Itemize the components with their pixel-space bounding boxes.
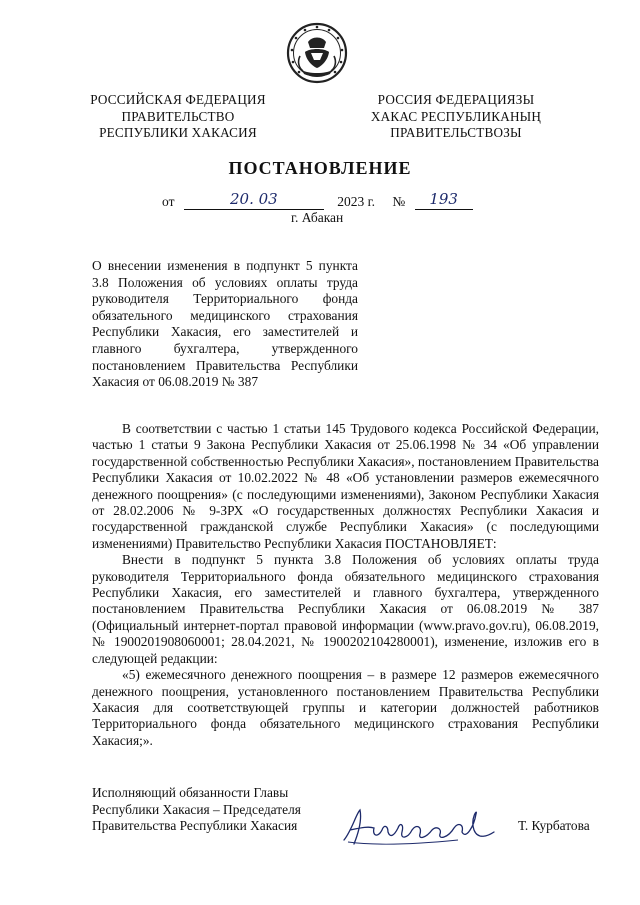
header-right-line-1: РОССИЯ ФЕДЕРАЦИЯЗЫ <box>377 92 535 107</box>
header-left-line-1: РОССИЙСКАЯ ФЕДЕРАЦИЯ <box>90 92 266 107</box>
date-field <box>184 190 324 210</box>
header-left-line-2: ПРАВИТЕЛЬСТВО <box>121 108 235 124</box>
date-year: 2023 г. <box>337 194 375 209</box>
header-right <box>366 92 546 142</box>
signatory-position-line-3: Правительства Республики Хакасия <box>92 818 298 834</box>
header-left <box>82 92 274 142</box>
signatory-name: Т. Курбатова <box>518 818 590 833</box>
number-value: 193 <box>429 190 458 208</box>
coat-of-arms-emblem-icon <box>286 22 348 84</box>
header-right-line-2: ХАКАС РЕСПУБЛИКАНЫҢ <box>370 108 542 124</box>
handwritten-signature-icon <box>338 800 498 850</box>
header-right-line-3: ПРАВИТЕЛЬСТВОЗЫ <box>390 125 522 141</box>
signatory-position <box>92 785 301 835</box>
document-body <box>92 421 599 749</box>
header-left-line-3: РЕСПУБЛИКИ ХАКАСИЯ <box>99 125 257 141</box>
document-subject: О внесении изменения в подпункт 5 пункта 3.8 Положения об условиях оплаты труда руководителя Территориального фонда обязательного медицинского страхования Республики Хакасия, его заместителей и главного бухгалтера, утвержденного постановлением Правительства Республики Хакасия от 06.08.2019 № 387 <box>92 258 358 390</box>
number-sign: № <box>392 194 406 209</box>
number-field <box>415 190 473 210</box>
body-paragraph-2: Внести в подпункт 5 пункта 3.8 Положения об условиях оплаты труда руководителя Территориального фонда обязательного медицинского страхования Республики Хакасия, его заместителей и главного бухгалтера, утвержденного постановлением Правительства Республики Хакасия от 06.08.2019 № 387 (Официальный интернет-портал правовой информации (www.pravo.gov.ru), 06.08.2019, № 1900201908060001; 28.04.2021, № 1900202104280001), изменение, изложив его в следующей редакции: <box>92 552 599 666</box>
signatory-position-line-1: Исполняющий обязанности Главы <box>92 785 289 800</box>
city: г. Абакан <box>291 210 344 225</box>
body-paragraph-1: В соответствии с частью 1 статьи 145 Трудового кодекса Российской Федерации, частью 1 статьи 9 Закона Республики Хакасия от 25.06.1998 № 34 «Об управлении государственной собственностью Республики Хакасия», постановлением Правительства Республики Хакасия от 10.02.2022 № 48 «Об установлении размеров ежемесячного денежного поощрения» (с последующими изменениями), Законом Республики Хакасия от 28.02.2006 № 9-ЗРХ «О государственных должностях Республики Хакасия и государственной гражданской службе Республики Хакасия» (с последующими изменениями) Правительство Республики Хакасия ПОСТАНОВЛЯЕТ: <box>92 421 599 551</box>
signatory-position-line-2: Республики Хакасия – Председателя <box>92 801 301 817</box>
body-paragraph-3: «5) ежемесячного денежного поощрения – в размере 12 размеров ежемесячного денежного поощрения, установленного постановлением Правительства Республики Хакасия для соответствующей группы и категории должностей работников Территориального фонда обязательного медицинского страхования Республики Хакасия;». <box>92 667 599 748</box>
document-title: ПОСТАНОВЛЕНИЕ <box>228 158 412 178</box>
date-number-line <box>162 190 473 210</box>
date-prefix: от <box>162 194 175 209</box>
date-value: 20. 03 <box>230 190 278 208</box>
